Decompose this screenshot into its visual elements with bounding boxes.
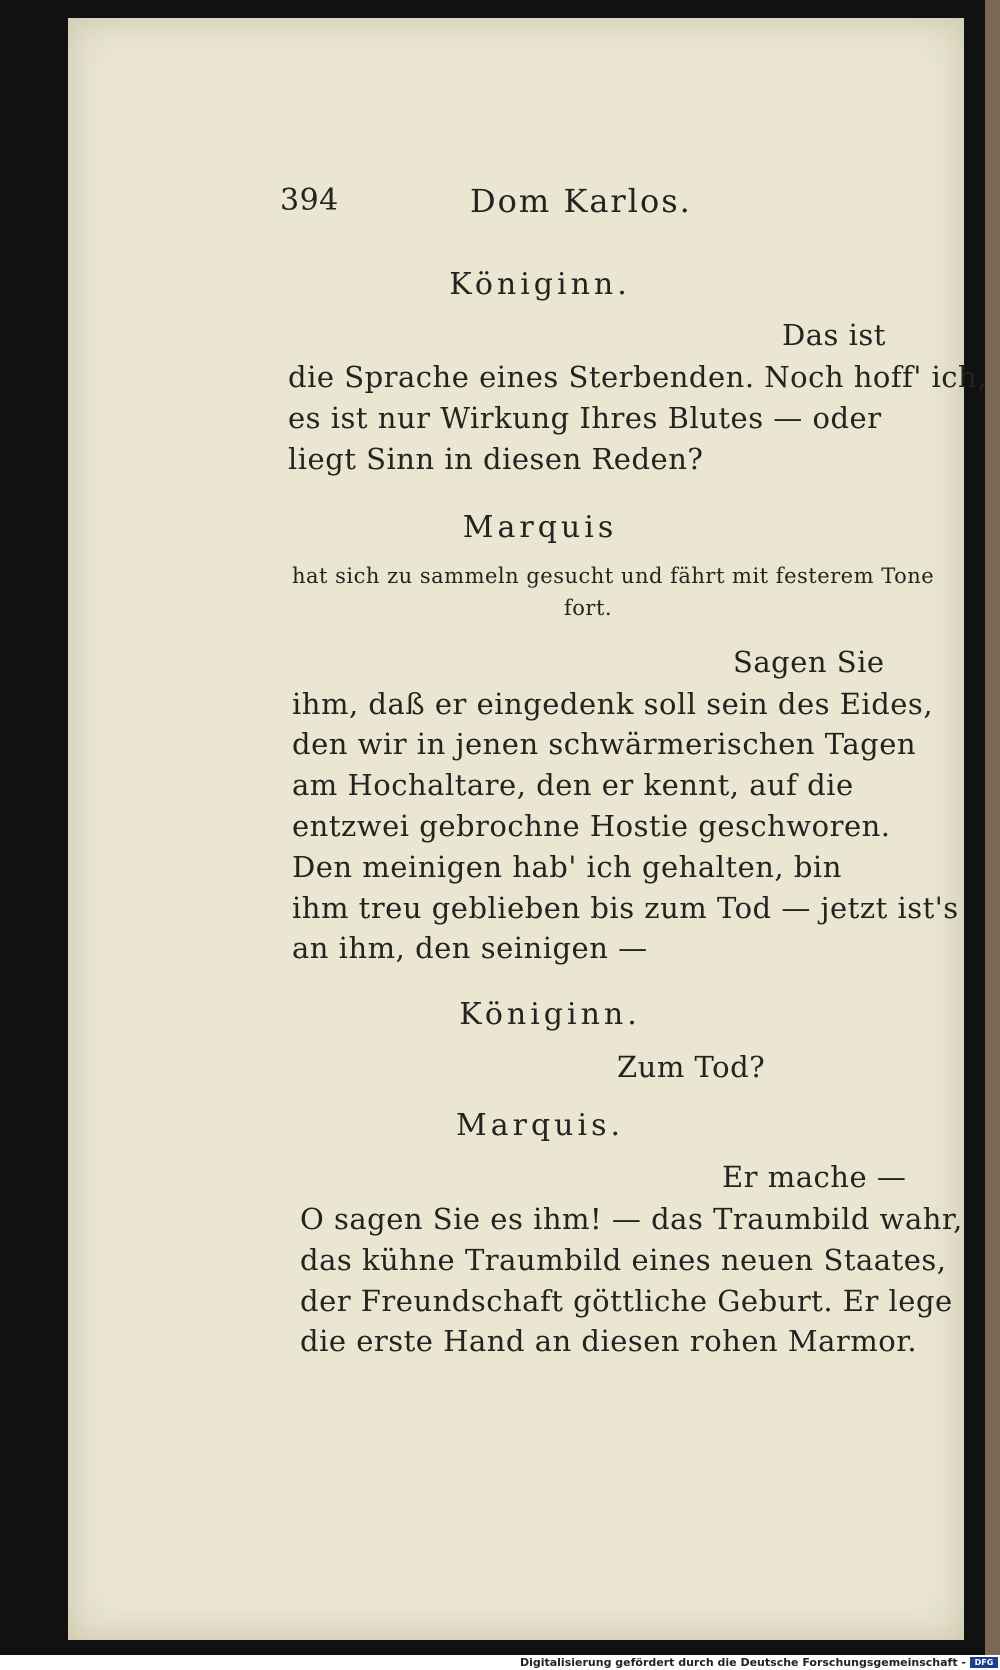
digitization-footer: [0, 1655, 1000, 1670]
book-spine-edge: [985, 0, 1000, 1655]
verse-line: Sagen Sie: [733, 645, 885, 679]
verse-line: entzwei gebrochne Hostie geschworen.: [292, 809, 891, 843]
verse-line: es ist nur Wirkung Ihres Blutes — oder: [288, 401, 882, 435]
verse-line: ihm treu geblieben bis zum Tod — jetzt ist's: [292, 891, 959, 925]
verse-line: O sagen Sie es ihm! — das Traumbild wahr,: [300, 1202, 963, 1236]
verse-line: liegt Sinn in diesen Reden?: [288, 442, 704, 476]
verse-line: der Freundschaft göttliche Geburt. Er lege: [300, 1284, 953, 1318]
speaker-heading: Marquis.: [456, 1108, 624, 1143]
verse-line: am Hochaltare, den er kennt, auf die: [292, 768, 854, 802]
stage-direction: hat sich zu sammeln gesucht und fährt mit festerem Tone: [292, 564, 935, 588]
verse-line: an ihm, den seinigen —: [292, 931, 648, 965]
verse-line: Das ist: [782, 318, 886, 352]
running-head: Dom Karlos.: [470, 182, 692, 220]
verse-line: die erste Hand an diesen rohen Marmor.: [300, 1324, 918, 1358]
speaker-heading: Königinn.: [459, 997, 641, 1032]
verse-line: das kühne Traumbild eines neuen Staates,: [300, 1243, 947, 1277]
verse-line: ihm, daß er eingedenk soll sein des Eides,: [292, 687, 934, 721]
speaker-heading: Marquis: [462, 510, 618, 545]
verse-line: den wir in jenen schwärmerischen Tagen: [292, 727, 917, 761]
dfg-logo: DFG: [970, 1657, 998, 1668]
speaker-heading: Königinn.: [449, 267, 631, 302]
verse-line: Er mache —: [722, 1160, 907, 1194]
verse-line: Den meinigen hab' ich gehalten, bin: [292, 850, 842, 884]
stage-direction: fort.: [564, 596, 613, 620]
page-number: 394: [280, 183, 339, 218]
funding-credit: Digitalisierung gefördert durch die Deutsche Forschungsgemeinschaft -: [519, 1656, 966, 1669]
verse-line: Zum Tod?: [617, 1050, 766, 1084]
verse-line: die Sprache eines Sterbenden. Noch hoff' ich,: [288, 360, 987, 394]
